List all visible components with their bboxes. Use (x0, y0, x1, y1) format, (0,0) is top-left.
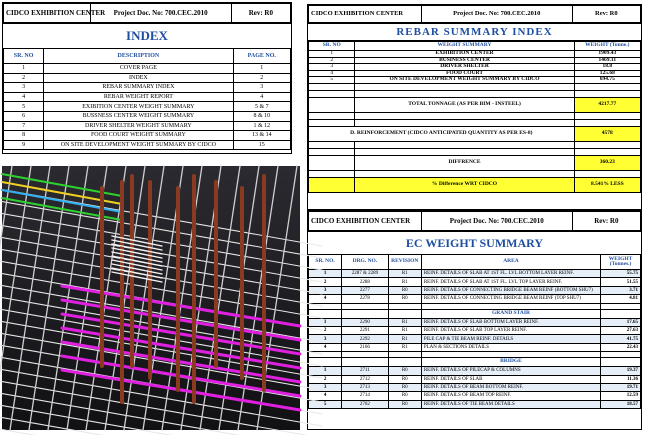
rebar-row-label: FOOD COURT (355, 70, 574, 77)
ec-row-revision: R0 (388, 383, 421, 391)
ec-weight-summary-title: EC WEIGHT SUMMARY (308, 231, 641, 254)
ec-row-srno: 1 (309, 318, 342, 326)
ec-row-weight: 27.63 (601, 326, 641, 334)
index-row-srno: 5 (4, 102, 44, 112)
ec-row-drgno: 2288 (342, 278, 388, 286)
ec-row-drgno: 2292 (342, 335, 388, 343)
ec-row-srno: 3 (309, 286, 342, 294)
ec-col-drgno: DRG. NO. (342, 255, 388, 270)
difference-label: DIFFRENCE (355, 155, 574, 170)
ec-row-drgno: 2166 (342, 343, 388, 351)
index-row-description: REBAR SUMMARY INDEX (44, 83, 233, 93)
ec-row-area: PLAN & SECTIONS DETAILS (421, 343, 600, 351)
ec-row (309, 278, 641, 286)
rebar-company: CIDCO EXHIBITION CENTER (309, 6, 422, 23)
ec-row-drgno: 2291 (342, 326, 388, 334)
difference-value: 360.23 (574, 155, 640, 170)
ec-row-weight: 22.43 (601, 343, 641, 351)
ec-row-drgno: 2702 (342, 400, 388, 408)
ec-row-srno: 5 (309, 400, 342, 408)
percent-difference-value: 8.541% LESS (574, 177, 640, 192)
index-row-description: FOOD COURT WEIGHT SUMMARY (44, 131, 233, 141)
rebar-row-srno: 3 (309, 64, 355, 71)
rebar-summary-sheet (307, 4, 642, 210)
index-row-description: EXIBITION CENTER WEIGHT SUMMARY (44, 102, 233, 112)
ec-row (309, 270, 641, 278)
ec-row-revision: R0 (388, 367, 421, 375)
total-tonnage-label: TOTAL TONNAGE (AS PER BIM - INSTEEL) (355, 97, 574, 112)
ec-row-area: REINF. DETAILS OF CONNECTING BRIDGE BEAM REINF (BOTTOM SHU7) (421, 286, 600, 294)
ec-col-weight: WEIGHT (Tonnes.) (601, 255, 641, 270)
rebar-row-srno: 5 (309, 77, 355, 84)
ec-row (309, 375, 641, 383)
ec-revision: Rev: R0 (572, 212, 640, 231)
ec-row-weight: 41.75 (601, 335, 641, 343)
ec-row-weight: 19.37 (601, 367, 641, 375)
ec-row-srno: 4 (309, 295, 342, 303)
ec-col-area: AREA (421, 255, 600, 270)
ec-row (309, 295, 641, 303)
reinforcement-label: D. REINFORCEMENT (CIDCO ANTICIPATED QUANTITY AS PER ES-8) (309, 126, 575, 141)
ec-row-area: REINF. DETAILS OF TIE BEAM DETAILS (421, 400, 600, 408)
index-row (4, 131, 291, 141)
rebar-3d-model-image (2, 166, 300, 430)
ec-row (309, 326, 641, 334)
index-col-srno: SR. NO (4, 49, 44, 64)
ec-row-weight: 51.55 (601, 278, 641, 286)
section-grand-stair: GRAND STAIR (421, 309, 600, 318)
index-col-pageno: PAGE NO. (233, 49, 290, 64)
ec-row-srno: 2 (309, 278, 342, 286)
ec-row-revision: R0 (388, 392, 421, 400)
ec-col-srno: SR. NO. (309, 255, 342, 270)
index-row-page: 8 & 10 (233, 111, 290, 121)
rebar-col-weight-summary: WEIGHT SUMMARY (355, 42, 574, 51)
ec-row-area: REINF. DETAILS OF CONNECTING BRIDGE BEAM REINF (TOP SHU7) (421, 295, 600, 303)
index-row-description: REBAR WEIGHT REPORT (44, 92, 233, 102)
ec-row-revision: R1 (388, 278, 421, 286)
ec-weight-table (308, 254, 641, 409)
ec-row-weight: 18.57 (601, 400, 641, 408)
rebar-row-weight: 694.75 (574, 77, 640, 84)
index-row-srno: 1 (4, 64, 44, 74)
index-row-page: 4 (233, 92, 290, 102)
rebar-col-weight: WEIGHT (Tonne.) (574, 42, 640, 51)
rebar-row-label: DRIVER SHELTER (355, 64, 574, 71)
total-tonnage-value: 4217.77 (574, 97, 640, 112)
index-project-doc: Project Doc. No: 700.CEC.2010 (90, 4, 231, 23)
rebar-col-srno: SR. NO (309, 42, 355, 51)
ec-project-doc: Project Doc. No: 700.CEC.2010 (421, 212, 572, 231)
ec-row-drgno: 2712 (342, 375, 388, 383)
rebar-row-srno: 4 (309, 70, 355, 77)
index-col-description: DESCRIPTION (44, 49, 233, 64)
ec-row (309, 392, 641, 400)
index-row-page: 1 & 12 (233, 121, 290, 131)
ec-row-drgno: 2287 & 2289 (342, 270, 388, 278)
ec-row-drgno: 2714 (342, 392, 388, 400)
ec-row-weight: 3.71 (601, 286, 641, 294)
rebar-row-weight: 18.8 (574, 64, 640, 71)
ec-weight-summary-sheet (307, 210, 642, 430)
index-row-page: 3 (233, 83, 290, 93)
ec-row-revision: R1 (388, 326, 421, 334)
index-row-description: BUSSNESS CENTER WEIGHT SUMMARY (44, 111, 233, 121)
index-row-page: 15 (233, 140, 290, 150)
rebar-3d-model-graphic (2, 166, 300, 430)
index-row (4, 121, 291, 131)
ec-row-area: REINF. DETAILS OF PILECAP & COLUMNS (421, 367, 600, 375)
ec-row-srno: 1 (309, 270, 342, 278)
index-row (4, 64, 291, 74)
index-row-description: INDEX (44, 73, 233, 83)
ec-row-drgno: 2713 (342, 383, 388, 391)
index-row (4, 111, 291, 121)
ec-row (309, 318, 641, 326)
ec-row-weight: 12.59 (601, 392, 641, 400)
ec-row-revision: R1 (388, 343, 421, 351)
ec-row-srno: 3 (309, 335, 342, 343)
rebar-row-srno: 2 (309, 57, 355, 64)
index-title: INDEX (3, 23, 291, 48)
index-row-srno: 3 (4, 83, 44, 93)
reinforcement-value: 4578 (574, 126, 640, 141)
index-row (4, 92, 291, 102)
ec-row-drgno: 2711 (342, 367, 388, 375)
index-row-description: COVER PAGE (44, 64, 233, 74)
ec-row-revision: R0 (388, 400, 421, 408)
rebar-revision: Rev: R0 (572, 6, 640, 23)
index-company: CIDCO EXHIBITION CENTER (4, 4, 91, 23)
ec-row-drgno: 2278 (342, 295, 388, 303)
ec-row (309, 343, 641, 351)
ec-row-area: PILE CAP & TIE BEAM REINF. DETAILS (421, 335, 600, 343)
index-revision: Rev: R0 (231, 4, 290, 23)
index-row (4, 83, 291, 93)
ec-row-revision: R0 (388, 375, 421, 383)
ec-row-weight: 19.71 (601, 383, 641, 391)
index-row-srno: 4 (4, 92, 44, 102)
index-row-description: DRIVER SHELTER WEIGHT SUMMARY (44, 121, 233, 131)
index-sheet (2, 2, 292, 154)
ec-row-weight: 17.65 (601, 318, 641, 326)
ec-row-srno: 4 (309, 343, 342, 351)
percent-difference-label: % Difference WRT CIDCO (355, 177, 574, 192)
index-row-srno: 9 (4, 140, 44, 150)
ec-row (309, 383, 641, 391)
index-row-srno: 6 (4, 111, 44, 121)
ec-row (309, 367, 641, 375)
rebar-row-label: ON SITE DEVELOPMENT WEIGHT SUMMARY BY CIDCO (355, 77, 574, 84)
index-row-page: 5 & 7 (233, 102, 290, 112)
ec-row (309, 286, 641, 294)
ec-row-srno: 4 (309, 392, 342, 400)
index-row-description: ON SITE DEVELOPMENT WEIGHT SUMMARY BY CIDCO (44, 140, 233, 150)
index-row (4, 102, 291, 112)
index-row (4, 140, 291, 150)
index-row-page: 1 (233, 64, 290, 74)
ec-row-area: REINF. DETAILS OF SLAB BOTTOM LAYER REINF. (421, 318, 600, 326)
ec-row-area: REINF. DETAILS OF SLAB AT 1ST FL. LVL BOTTOM LAYER REINF. (421, 270, 600, 278)
ec-row-drgno: 2290 (342, 318, 388, 326)
rebar-summary-table (308, 41, 641, 193)
rebar-row-label: BUSINESS CENTER (355, 57, 574, 64)
index-row-srno: 2 (4, 73, 44, 83)
ec-row-area: REINF. DETAILS OF SLAB AT 1ST FL. LVL TOP LAYER REINF. (421, 278, 600, 286)
ec-row-drgno: 2277 (342, 286, 388, 294)
ec-row-revision: R0 (388, 286, 421, 294)
ec-row-srno: 2 (309, 375, 342, 383)
rebar-project-doc: Project Doc. No: 700.CEC.2010 (421, 6, 572, 23)
ec-row-weight: 4.81 (601, 295, 641, 303)
ec-row-area: REINF. DETAILS OF SLAB (421, 375, 600, 383)
ec-row-revision: R1 (388, 270, 421, 278)
section-bridge: BRIDGE (421, 358, 600, 367)
ec-row-srno: 2 (309, 326, 342, 334)
rebar-row-weight: 125.68 (574, 70, 640, 77)
ec-company: CIDCO EXHIBITION CENTER (309, 212, 422, 231)
rebar-row-weight: 1469.11 (574, 57, 640, 64)
index-row-page: 2 (233, 73, 290, 83)
ec-row-revision: R1 (388, 335, 421, 343)
ec-row-area: REINF. DETAILS OF BEAM BOTTOM REINF. (421, 383, 600, 391)
rebar-row-srno: 1 (309, 51, 355, 58)
ec-row-weight: 11.36 (601, 375, 641, 383)
index-row-srno: 8 (4, 131, 44, 141)
ec-row (309, 400, 641, 408)
rebar-row-label: EXHIBITION CENTER (355, 51, 574, 58)
ec-row-weight: 55.75 (601, 270, 641, 278)
rebar-summary-title: REBAR SUMMARY INDEX (308, 23, 641, 41)
rebar-row-weight: 1909.43 (574, 51, 640, 58)
ec-row-revision: R1 (388, 318, 421, 326)
index-row (4, 73, 291, 83)
ec-row-area: REINF. DETAILS OF SLAB TOP LAYER REINF. (421, 326, 600, 334)
index-row-page: 13 & 14 (233, 131, 290, 141)
ec-row-srno: 1 (309, 367, 342, 375)
ec-row-srno: 3 (309, 383, 342, 391)
ec-col-revision: REVISION (388, 255, 421, 270)
index-table (3, 48, 291, 150)
ec-row-area: REINF. DETAILS OF BEAM TOP REINF. (421, 392, 600, 400)
ec-row (309, 335, 641, 343)
index-row-srno: 7 (4, 121, 44, 131)
ec-row-revision: R0 (388, 295, 421, 303)
